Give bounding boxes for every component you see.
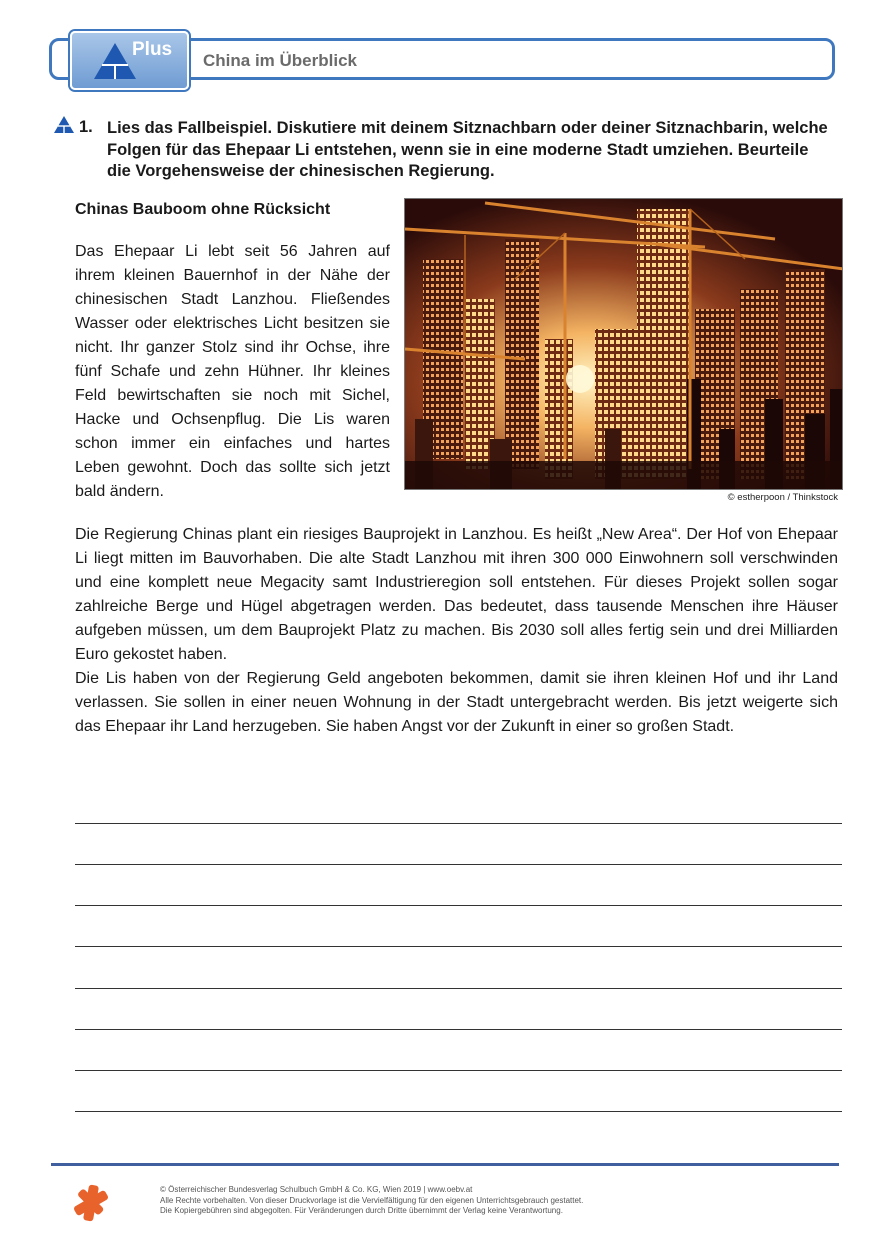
- footer-line-1: © Österreichischer Bundesverlag Schulbuch GmbH & Co. KG, Wien 2019 | www.oebv.at: [160, 1185, 473, 1194]
- answer-line[interactable]: [75, 1111, 842, 1112]
- answer-line[interactable]: [75, 864, 842, 865]
- answer-line[interactable]: [75, 1070, 842, 1071]
- city-construction-photo: [404, 198, 843, 490]
- task-instruction: Lies das Fallbeispiel. Diskutiere mit deinem Sitznachbarn oder deiner Sitznachbarin, welche Folgen für das Ehepaar Li entstehen, wenn sie in eine moderne Stadt umziehen. Beurteile die Vorgehensweise der chinesischen Regierung.: [107, 119, 828, 180]
- answer-line[interactable]: [75, 823, 842, 824]
- oebv-logo-icon: [71, 1183, 111, 1223]
- task-number: 1.: [79, 118, 93, 136]
- answer-line[interactable]: [75, 905, 842, 906]
- footer-line-2: Alle Rechte vorbehalten. Von dieser Druckvorlage ist die Vervielfältigung für den eigenen Unterrichtsgebrauch gestattet.: [160, 1195, 584, 1205]
- triangle-icon: [54, 116, 74, 133]
- footer-divider: [51, 1163, 839, 1166]
- footer-copyright: [160, 1185, 583, 1217]
- article-paragraph-3: Die Lis haben von der Regierung Geld angeboten bekommen, damit sie ihren kleinen Hof und ihr Land verlassen. Sie sollen in einer neuen Wohnung in der Stadt untergebracht werden. Bis jetzt weigerte sich das Ehepaar ihr Land herzugeben. Sie haben Angst vor der Zukunft in einer so großen Stadt.: [75, 670, 838, 735]
- article-title: Chinas Bauboom ohne Rücksicht: [75, 201, 331, 218]
- footer-line-3: Die Kopiergebühren sind abgegolten. Für Veränderungen durch Dritte übernimmt der Verlag keine Verantwortung.: [160, 1206, 563, 1215]
- answer-line[interactable]: [75, 1029, 842, 1030]
- plus-label: Plus: [132, 39, 173, 60]
- plus-badge: [70, 31, 189, 90]
- answer-line[interactable]: [75, 946, 842, 947]
- article-paragraph-1: Das Ehepaar Li lebt seit 56 Jahren auf ihrem kleinen Bauernhof in der Nähe der chinesischen Stadt Lanzhou. Fließendes Wasser oder elektrisches Licht besitzen sie nicht. Ihr ganzer Stolz sind ihr Ochse, ihre fünf Schafe und zehn Hühner. Ihr kleines Feld bewirtschaften sie noch mit Sichel, Hacke und Ochsenpflug. Die Lis waren schon immer ein einfaches und hartes Leben gewohnt. Doch das sollte sich jetzt bald ändern.: [75, 243, 390, 500]
- page-title: China im Überblick: [203, 51, 357, 70]
- answer-line[interactable]: [75, 988, 842, 989]
- photo-credit: © estherpoon / Thinkstock: [727, 492, 838, 503]
- article-paragraph-2: Die Regierung Chinas plant ein riesiges Bauprojekt in Lanzhou. Es heißt „New Area“. Der Hof von Ehepaar Li liegt mitten im Bauvorhaben. Die alte Stadt Lanzhou mit ihren 300 000 Einwohnern soll verschwinden und eine komplett neue Megacity samt Industrieregion soll entstehen. Für dieses Projekt sollen sogar zahlreiche Berge und Hügel abgetragen werden. Das bedeutet, dass tausende Menschen ihre Häuser aufgeben müssen, um dem Bauprojekt Platz zu machen. Bis 2030 soll alles fertig sein und drei Milliarden Euro gekostet haben.: [75, 526, 838, 663]
